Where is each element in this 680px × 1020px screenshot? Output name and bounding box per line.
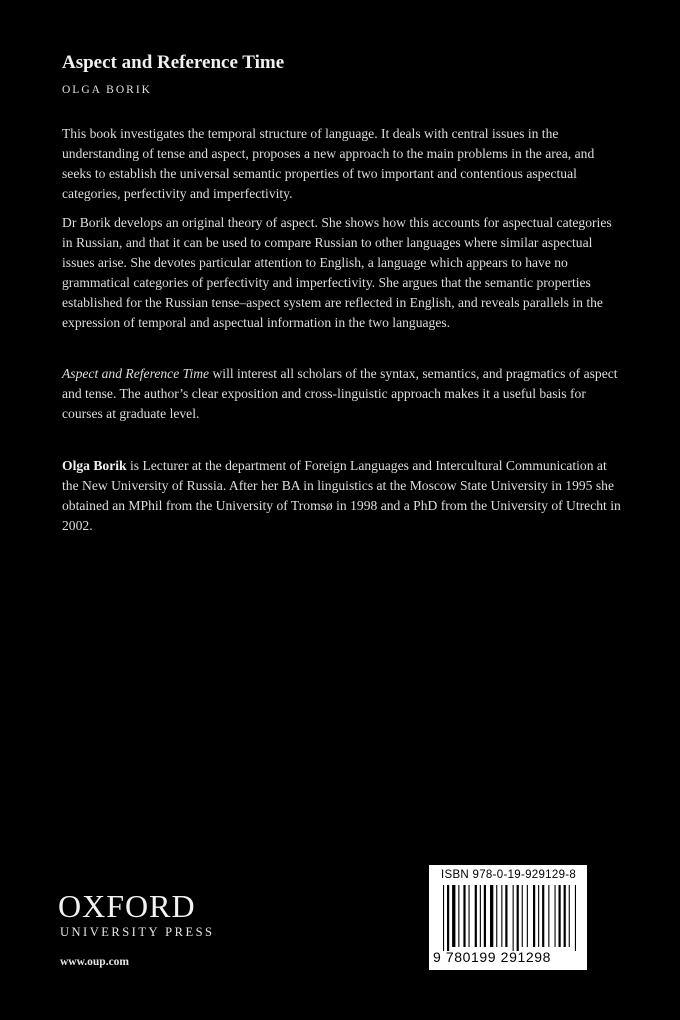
barcode-bar <box>517 885 519 951</box>
barcode-bar <box>564 885 566 947</box>
author-bio <box>62 456 622 536</box>
barcode-bar <box>555 885 556 947</box>
barcode-bar <box>569 885 570 947</box>
barcode-bar <box>501 885 502 947</box>
barcode-bar <box>484 885 486 947</box>
author-bio-name: Olga Borik <box>62 458 127 473</box>
barcode-bar <box>458 885 459 947</box>
barcode-bar <box>575 885 576 951</box>
barcode-bar <box>469 885 470 947</box>
isbn-barcode <box>429 865 587 970</box>
barcode-bar <box>538 885 539 947</box>
publisher-subtitle: UNIVERSITY PRESS <box>60 925 215 939</box>
barcode-bar <box>480 885 481 947</box>
isbn-label: ISBN 978-0-19-929129-8 <box>441 869 577 881</box>
barcode-bar <box>452 885 455 947</box>
barcode-bar <box>527 885 528 947</box>
paragraph-3-text: will interest all scholars of the syntax, semantics, and pragmatics of aspect and tense. The author’s clear exposition and cross-linguistic approach makes it a useful basis for courses at graduate level. <box>62 366 618 421</box>
barcode-bar <box>533 885 535 947</box>
barcode-bar <box>463 885 465 947</box>
barcode-bar <box>513 885 514 951</box>
barcode-digits: 9 780199 291298 <box>433 949 551 965</box>
description-paragraph-3 <box>62 364 622 424</box>
description-paragraph-2: Dr Borik develops an original theory of aspect. She shows how this accounts for aspectual categories in Russian, and that it can be used to compare Russian to other languages where similar aspectual issues arise. She devotes particular attention to English, a language which appears to have no grammatical categories of perfectivity and imperfectivity. She argues that the semantic properties established for the Russian tense–aspect system are reflected in English, and reveals parallels in the expression of temporal and aspectual information in the two languages. <box>62 215 612 330</box>
barcode-bar <box>475 885 477 947</box>
barcode-bar <box>496 885 497 947</box>
barcode-bar <box>447 885 449 951</box>
barcode-bar <box>559 885 561 947</box>
barcode-bar <box>443 885 444 951</box>
barcode-bar <box>490 885 493 947</box>
publisher-url: www.oup.com <box>60 956 130 968</box>
barcode-bar <box>548 885 549 947</box>
description-paragraph-1: This book investigates the temporal structure of language. It deals with central issues in the understanding of tense and aspect, proposes a new approach to the main problems in the area, and seeks to establish the universal semantic properties of two important and contentious aspectual categories, perfectivity and imperfectivity. <box>62 126 595 201</box>
barcode-bar <box>542 885 544 947</box>
book-title-italic: Aspect and Reference Time <box>62 366 210 381</box>
barcode-bar <box>505 885 507 947</box>
author-bio-text: is Lecturer at the department of Foreign Languages and Intercultural Communication at the New University of Russia. After her BA in linguistics at the Moscow State University in 1995 she obtained an MPhil from the University of Tromsø in 1998 and a PhD from the University of Utrecht in 2002. <box>62 458 621 533</box>
book-author: OLGA BORIK <box>62 84 152 96</box>
publisher-logo: OXFORD <box>58 888 196 924</box>
barcode-bar <box>522 885 523 947</box>
book-title: Aspect and Reference Time <box>62 52 285 73</box>
